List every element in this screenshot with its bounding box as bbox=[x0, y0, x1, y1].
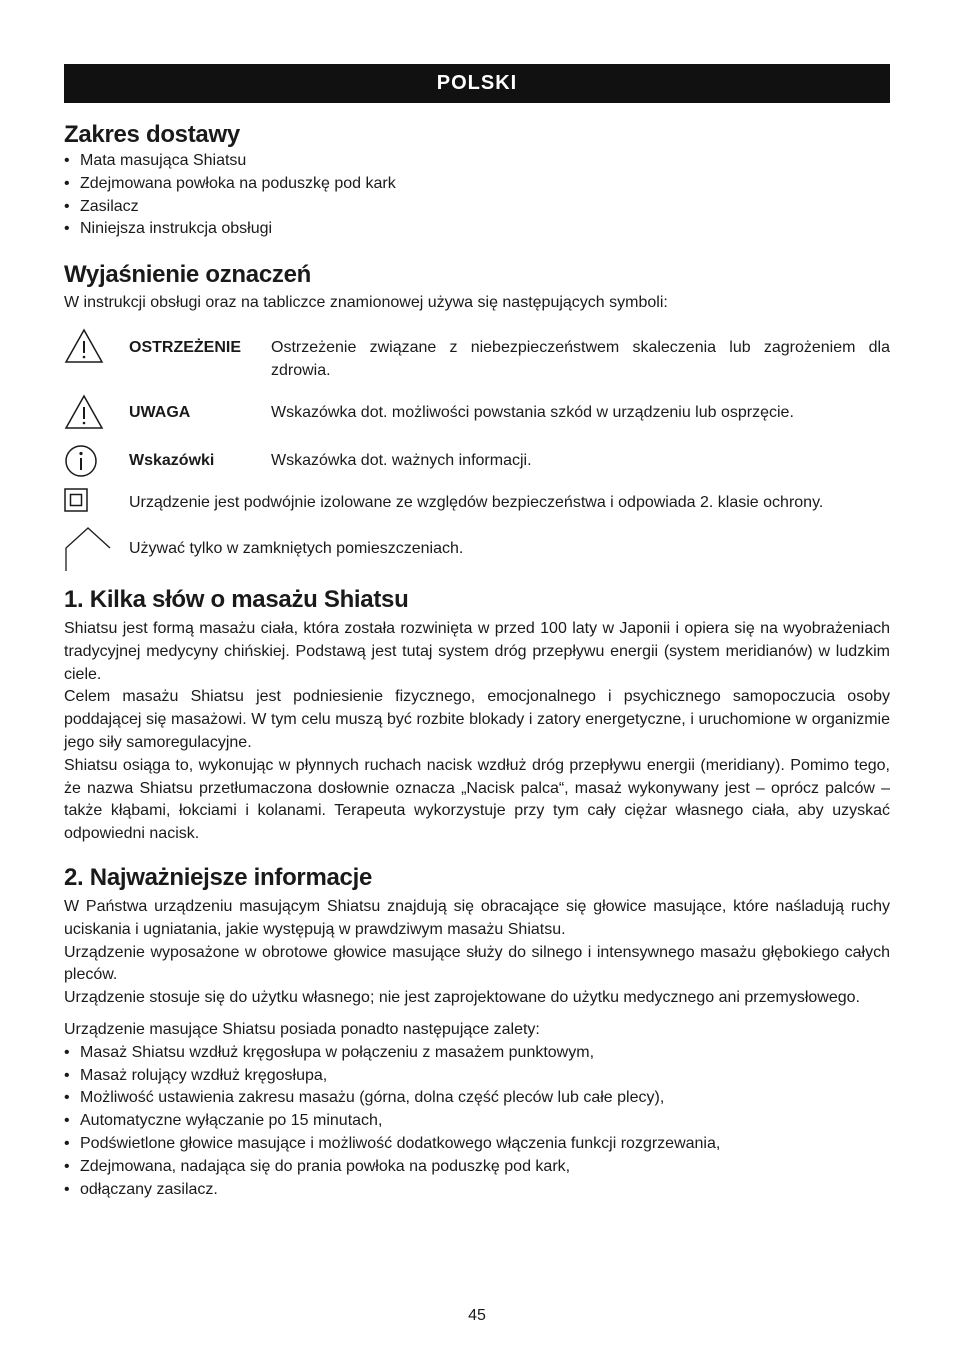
list-item: • Masaż Shiatsu wzdłuż kręgosłupa w połączeniu z masażem punktowym, bbox=[64, 1042, 890, 1065]
language-label: POLSKI bbox=[436, 72, 518, 94]
paragraph: Shiatsu osiąga to, wykonując w płynnych ruchach nacisk wzdłuż dróg przepływu energii (meridiany). Pomimo tego, że nazwa Shiatsu przetłumaczona dosłownie oznacza „Nacisk palca“, masaż wykonywany jest – oprócz palców – także kłąbami, łokciami i kolanami. Terapeuta wykorzystuje przy tym cały ciężar własnego ciała, aby uzyskać odpowiedni nacisk. bbox=[64, 756, 890, 843]
advantages-list bbox=[64, 1042, 890, 1202]
symbol-text-info: Wskazówka dot. ważnych informacji. bbox=[271, 451, 532, 469]
symbol-label-info: Wskazówki bbox=[129, 451, 215, 469]
symbol-text-warning: Ostrzeżenie związane z niebezpieczeństwem skaleczenia lub zagrożeniem dla zdrowia. bbox=[271, 338, 890, 379]
page-number: 45 bbox=[468, 1307, 486, 1324]
warning-triangle-icon bbox=[64, 394, 104, 438]
paragraph: Urządzenie stosuje się do użytku własnego; nie jest zaprojektowane do użytku medycznego ani przemysłowego. bbox=[64, 989, 860, 1007]
paragraph: W Państwa urządzeniu masującym Shiatsu znajdują się obracające się głowice masujące, które naśladują ruchy uciskania i ugniatania, jakie występują w prawdziwym masażu Shiatsu. bbox=[64, 897, 890, 938]
symbols-intro: W instrukcji obsługi oraz na tabliczce znamionowej używa się następujących symboli: bbox=[64, 294, 668, 312]
section2-body bbox=[64, 896, 890, 1010]
list-item: • odłączany zasilacz. bbox=[64, 1179, 890, 1202]
section1-title: 1. Kilka słów o masażu Shiatsu bbox=[64, 585, 409, 613]
symbol-row-double-insulation bbox=[64, 492, 890, 534]
symbol-label-caution: UWAGA bbox=[129, 403, 191, 421]
paragraph: Shiatsu jest formą masażu ciała, która została rozwinięta w przed 100 laty w Japonii i opiera się na wyobrażeniach tradycyjnej medycyny chińskiej. Podstawą jest tutaj system dróg przepływu energii (system meridianów) w ludzkim ciele. bbox=[64, 619, 890, 683]
symbol-row-caution bbox=[64, 400, 890, 450]
double-insulation-icon bbox=[64, 488, 88, 520]
document-page bbox=[64, 64, 890, 1201]
symbol-text-double-insulation: Urządzenie jest podwójnie izolowane ze względów bezpieczeństwa i odpowiada 2. klasie ochrony. bbox=[129, 493, 824, 511]
list-item: • Możliwość ustawienia zakresu masażu (górna, dolna część pleców lub całe plecy), bbox=[64, 1087, 890, 1110]
list-item: • Podświetlone głowice masujące i możliwość dodatkowego włączenia funkcji rozgrzewania, bbox=[64, 1133, 890, 1156]
symbol-text-indoor: Używać tylko w zamkniętych pomieszczeniach. bbox=[129, 539, 464, 557]
info-circle-icon bbox=[64, 444, 98, 486]
language-header-bar bbox=[64, 64, 890, 103]
symbol-row-warning bbox=[64, 332, 890, 400]
list-item: • Zdejmowana powłoka na poduszkę pod kark bbox=[64, 173, 890, 196]
advantages-intro: Urządzenie masujące Shiatsu posiada ponadto następujące zalety: bbox=[64, 1020, 540, 1038]
delivery-list bbox=[64, 150, 890, 241]
symbol-row-indoor bbox=[64, 534, 890, 578]
delivery-title: Zakres dostawy bbox=[64, 121, 240, 148]
list-item: • Zasilacz bbox=[64, 196, 890, 219]
list-item: • Mata masująca Shiatsu bbox=[64, 150, 890, 173]
symbol-label-warning: OSTRZEŻENIE bbox=[129, 338, 242, 356]
list-item: • Automatyczne wyłączanie po 15 minutach, bbox=[64, 1110, 890, 1133]
paragraph: Celem masażu Shiatsu jest podniesienie fizycznego, emocjonalnego i psychicznego samopoczucia osoby poddającej się masażowi. W tym celu muszą być rozbite blokady i zatory energetyczne, i uruchomione w organizmie jego siły samoregulacyjne. bbox=[64, 688, 890, 751]
list-item: • Niniejsza instrukcja obsługi bbox=[64, 218, 890, 241]
symbol-text-caution: Wskazówka dot. możliwości powstania szkód w urządzeniu lub osprzęcie. bbox=[271, 403, 794, 421]
list-item: • Zdejmowana, nadająca się do prania powłoka na poduszkę pod kark, bbox=[64, 1156, 890, 1179]
paragraph: Urządzenie wyposażone w obrotowe głowice masujące służy do silnego i intensywnego masażu głębokiego całych pleców. bbox=[64, 943, 890, 984]
section1-body bbox=[64, 618, 890, 846]
symbol-row-info bbox=[64, 450, 890, 492]
symbols-title: Wyjaśnienie oznaczeń bbox=[64, 261, 311, 289]
section2-title: 2. Najważniejsze informacje bbox=[64, 863, 373, 891]
house-icon bbox=[64, 526, 112, 580]
list-item: • Masaż rolujący wzdłuż kręgosłupa, bbox=[64, 1065, 890, 1088]
warning-triangle-icon bbox=[64, 328, 104, 372]
